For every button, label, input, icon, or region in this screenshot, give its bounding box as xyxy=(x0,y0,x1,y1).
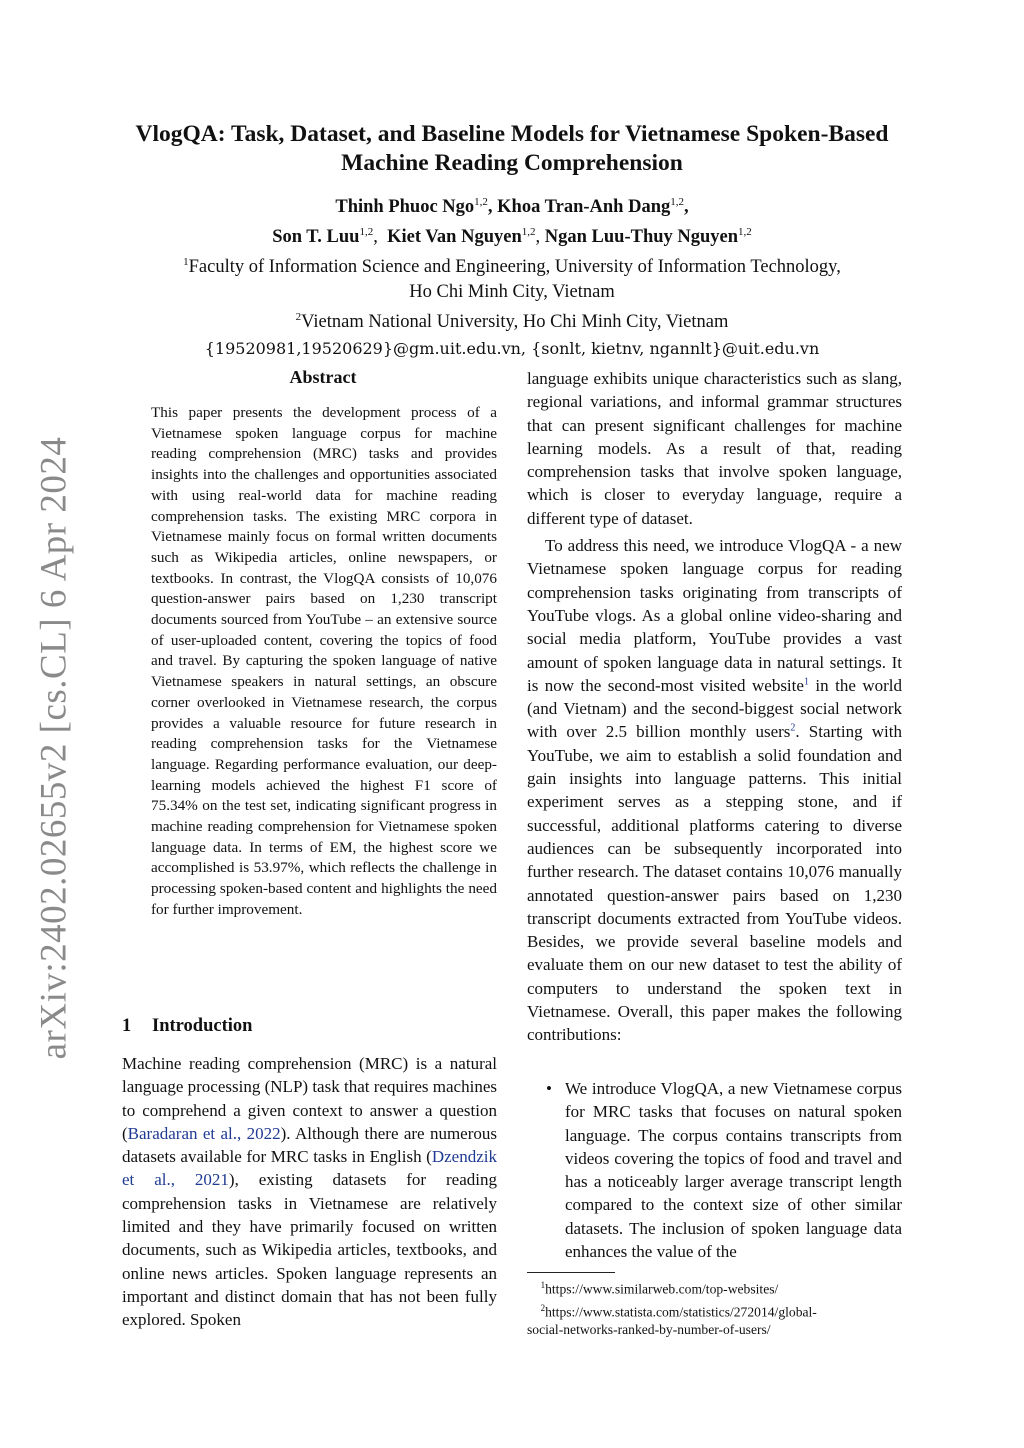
right-column xyxy=(527,367,902,1047)
footnote-2-cont[interactable]: social-networks-ranked-by-number-of-users/ xyxy=(527,1322,771,1338)
affiliation-1-city: Ho Chi Minh City, Vietnam xyxy=(409,282,615,303)
paragraph-spoken-language: language exhibits unique characteristics such as slang, regional variations, and informal grammar structures that can present significant challenges for machine learning models. As a result of that, reading comprehension tasks that involve spoken language, which is closer to everyday language, require a different type of dataset. xyxy=(527,369,902,528)
footnote-ref[interactable]: 1 xyxy=(803,676,809,688)
author-line-1: Thinh Phuoc Ngo$^{1,2}$, Khoa Tran-Anh Dang$^{1,2}$, xyxy=(335,196,689,218)
citation-link[interactable]: Dzendzik et al., 2021 xyxy=(122,1147,497,1190)
footnote-url[interactable]: https://www.similarweb.com/top-websites/ xyxy=(545,1281,779,1297)
affiliation-2: $^2$Vietnam National University, Ho Chi Minh City, Vietnam xyxy=(295,311,729,333)
footnote-url[interactable]: https://www.statista.com/statistics/272014/global- xyxy=(545,1304,817,1320)
footnotes xyxy=(527,1276,902,1339)
footnote-divider xyxy=(527,1272,615,1273)
author-line-2: Son T. Luu$^{1,2}$, Kiet Van Nguyen$^{1,2}$, Ngan Luu-Thuy Nguyen$^{1,2}$ xyxy=(272,226,752,248)
author-name: Kiet Van Nguyen xyxy=(387,227,522,248)
arxiv-id-text: arXiv:2402.02655v2 [cs.CL] 6 Apr 2024 xyxy=(33,436,75,1060)
abstract-text: This paper presents the development process of a Vietnamese spoken language corpus for machine reading comprehension (MRC) tasks and provides insights into the challenges and opportunities associated with using real-world data for machine reading comprehension tasks. The existing MRC corpora in Vietnamese mainly focus on formal written documents such as Wikipedia articles, online newspapers, or textbooks. In contrast, the VlogQA consists of 10,076 question-answer pairs based on 1,230 transcript documents sourced from YouTube – an extensive source of user-uploaded content, covering the topics of food and travel. By capturing the spoken language of native Vietnamese speakers in natural settings, an obscure corner overlooked in Vietnamese research, the corpus provides a valuable resource for future research in reading comprehension tasks for the Vietnamese language. Regarding performance evaluation, our deep-learning models achieved the highest F1 score of 75.34% on the test set, indicating significant progress in machine reading comprehension for Vietnamese spoken language data. In terms of EM, the highest score we accomplished is 53.97%, which reflects the challenge in processing spoken-based content and highlights the need for further improvement. xyxy=(151,404,497,918)
paper-title: VlogQA: Task, Dataset, and Baseline Models for Vietnamese Spoken-Based Machine Reading Comprehension xyxy=(135,121,889,176)
author-block xyxy=(100,190,924,361)
affiliation-1: $^1$Faculty of Information Science and Engineering, University of Information Technology, xyxy=(183,256,841,278)
introduction-paragraph: Machine reading comprehension (MRC) is a natural language processing (NLP) task that requires machines to comprehend a given context to answer a question (Baradaran et al., 2022). Although there are numerous datasets available for MRC tasks in English (Dzendzik et al., 2021), existing datasets for reading comprehension tasks in Vietnamese are relatively limited and they have primarily focused on written documents, such as Wikipedia articles, textbooks, and online news articles. Spoken language represents an important and distinct domain that has not been fully explored. Spoken xyxy=(122,1054,498,1330)
author-name: Son T. Luu xyxy=(272,227,360,248)
footnote-1: $^1$https://www.similarweb.com/top-websites/ xyxy=(540,1280,779,1297)
footnote-ref[interactable]: 2 xyxy=(790,722,796,734)
abstract-heading: Abstract xyxy=(289,367,357,387)
section-number: 1 xyxy=(122,1016,132,1036)
author-name: Ngan Luu-Thuy Nguyen xyxy=(544,227,739,248)
author-name: Khoa Tran-Anh Dang xyxy=(497,197,671,218)
bullet-icon: • xyxy=(546,1079,552,1098)
section-heading-introduction xyxy=(122,1016,252,1037)
author-emails: {19520981,19520629}@gm.uit.edu.vn, {sonlt, kietnv, ngannlt}@uit.edu.vn xyxy=(204,338,820,358)
citation-link[interactable]: Baradaran et al., 2022 xyxy=(127,1123,281,1143)
section-title: Introduction xyxy=(152,1016,253,1036)
paragraph-vlogqa-intro: To address this need, we introduce VlogQA - a new Vietnamese spoken language corpus for reading comprehension tasks originating from transcripts of YouTube vlogs. As a global online video-sharing and social media platform, YouTube provides a vast amount of spoken language data in natural settings. It is now the second-most visited website$^1$ in the world (and Vietnam) and the second-biggest social network with over 2.5 billion monthly users$^2$. Starting with YouTube, we aim to establish a solid foundation and gain insights into language patterns. This initial experiment serves as a stepping stone, and if successful, additional platforms catering to diverse audiences can be subsequently incorporated into further research. The dataset contains 10,076 manually annotated question-answer pairs based on 1,230 transcript documents extracted from YouTube videos. Besides, we provide several baseline models and evaluate them on our new dataset to test the ability of computers to understand the spoken text in Vietnamese. Overall, this paper makes the following contributions: xyxy=(527,536,903,1045)
author-name: Thinh Phuoc Ngo xyxy=(335,197,475,218)
contribution-bullet: We introduce VlogQA, a new Vietnamese corpus for MRC tasks that focuses on natural spoken language. The corpus contains transcripts from videos covering the topics of food and travel and has a noticeably larger average transcript length compared to the context size of other similar datasets. The inclusion of spoken language data enhances the value of the xyxy=(565,1079,902,1262)
footnote-2: $^2$https://www.statista.com/statistics/272014/global- xyxy=(540,1302,817,1320)
